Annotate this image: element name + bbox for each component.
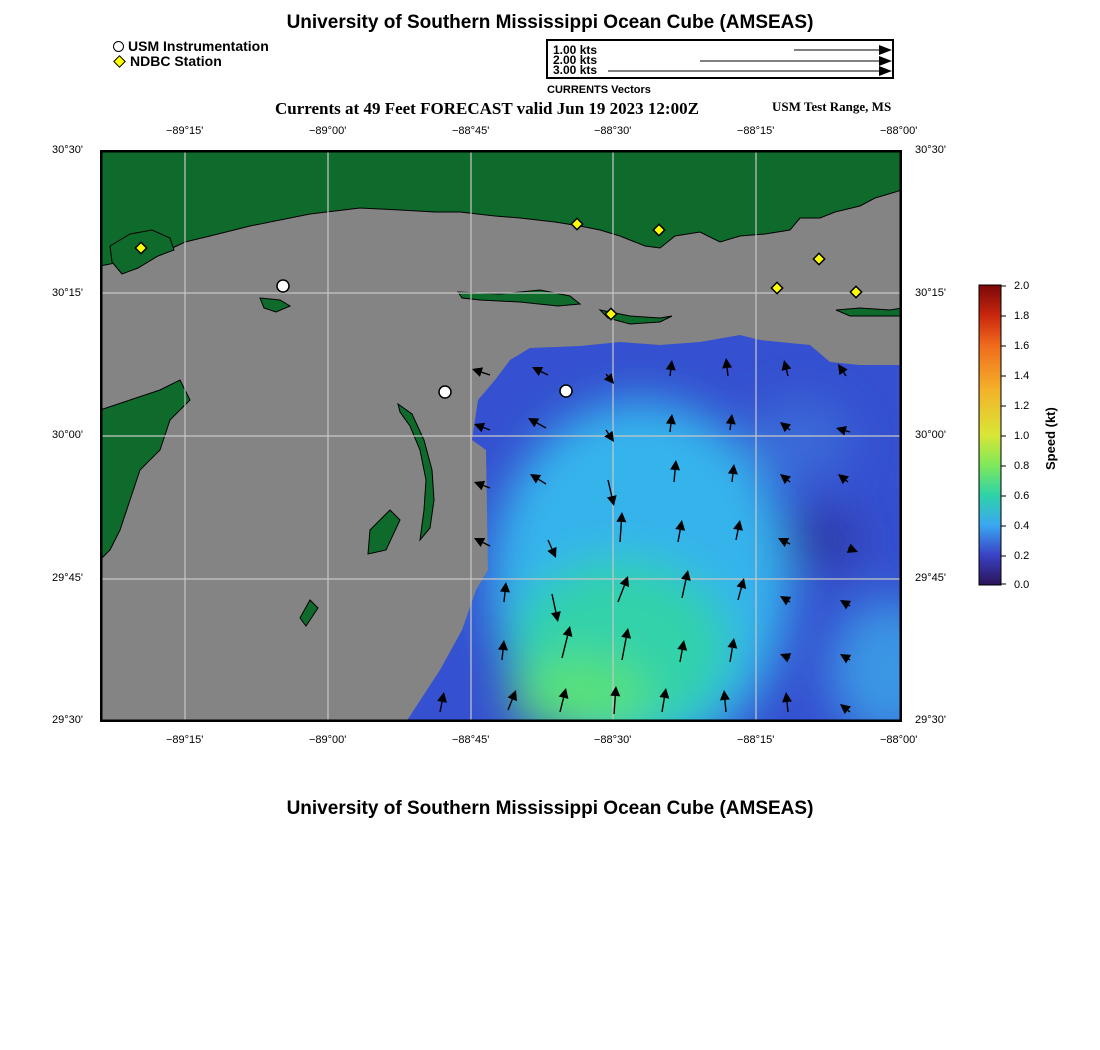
usm-station-marker <box>277 280 289 292</box>
usm-station-marker <box>560 385 572 397</box>
scale-arrowhead-1 <box>879 45 892 55</box>
colorbar-tick-label: 0.8 <box>1014 460 1030 472</box>
colorbar-title: Speed (kt) <box>1043 407 1058 470</box>
lon-tick-bottom: −88°00' <box>880 734 918 746</box>
lat-tick-left: 29°45' <box>52 572 83 584</box>
speed-colorbar <box>978 284 1018 588</box>
current-vector-shaft <box>789 601 790 602</box>
lon-tick-bottom: −88°15' <box>737 734 775 746</box>
colorbar-tick-label: 1.8 <box>1014 310 1030 322</box>
current-vector-shaft <box>849 659 850 660</box>
white-circle-icon <box>113 41 124 52</box>
colorbar-tick-label: 0.0 <box>1014 579 1030 591</box>
colorbar-tick-label: 1.0 <box>1014 430 1030 442</box>
lon-tick-top: −88°30' <box>594 125 632 137</box>
current-vector-shaft <box>670 370 671 376</box>
map-subtitle: Currents at 49 Feet FORECAST valid Jun 19 2023 12:00Z <box>275 99 699 118</box>
scale-arrowhead-2 <box>879 56 892 66</box>
vector-scale-label: 1.00 kts <box>553 43 598 57</box>
lat-tick-right: 30°30' <box>915 144 946 156</box>
legend-label: USM Instrumentation <box>128 38 269 54</box>
colorbar-gradient <box>979 285 1001 585</box>
lon-tick-bottom: −89°00' <box>309 734 347 746</box>
lon-tick-top: −89°00' <box>309 125 347 137</box>
vector-scale-arrows <box>548 41 892 77</box>
current-vector-shaft <box>732 474 733 482</box>
current-vector-shaft <box>787 702 788 712</box>
current-vector-shaft <box>727 368 728 376</box>
yellow-diamond-icon <box>113 55 126 68</box>
range-label: USM Test Range, MS <box>772 99 892 114</box>
legend-label: NDBC Station <box>130 53 222 69</box>
lon-tick-top: −88°00' <box>880 125 918 137</box>
scale-arrowhead-3 <box>879 66 892 76</box>
lon-tick-top: −88°45' <box>452 125 490 137</box>
lat-tick-left: 30°30' <box>52 144 83 156</box>
vector-scale-label: 3.00 kts <box>553 63 598 77</box>
colorbar-tick-label: 0.6 <box>1014 490 1030 502</box>
lon-tick-bottom: −89°15' <box>166 734 204 746</box>
vector-scale-box <box>546 39 894 79</box>
lon-tick-bottom: −88°30' <box>594 734 632 746</box>
footer-title: University of Southern Mississippi Ocean Cube (AMSEAS) <box>286 798 814 819</box>
lat-tick-left: 30°00' <box>52 429 83 441</box>
lat-tick-right: 30°15' <box>915 287 946 299</box>
lon-tick-top: −88°15' <box>737 125 775 137</box>
page-title: University of Southern Mississippi Ocean Cube (AMSEAS) <box>286 12 814 33</box>
currents-map <box>100 150 902 722</box>
current-vector-shaft <box>502 650 503 660</box>
vector-scale-label: 2.00 kts <box>553 53 598 67</box>
lon-tick-top: −89°15' <box>166 125 204 137</box>
colorbar-tick-label: 1.4 <box>1014 370 1030 382</box>
usm-station-marker <box>439 386 451 398</box>
lat-tick-left: 30°15' <box>52 287 83 299</box>
lon-tick-bottom: −88°45' <box>452 734 490 746</box>
legend-ndbc-station <box>113 53 222 69</box>
colorbar-tick-label: 0.2 <box>1014 550 1030 562</box>
lat-tick-right: 29°45' <box>915 572 946 584</box>
colorbar-ticks <box>1001 286 1006 584</box>
current-vector-shaft <box>849 605 850 606</box>
colorbar-tick-label: 1.6 <box>1014 340 1030 352</box>
lat-tick-left: 29°30' <box>52 714 83 726</box>
legend-usm-instrumentation <box>113 38 269 54</box>
vector-caption: CURRENTS Vectors <box>547 84 651 96</box>
lat-tick-right: 29°30' <box>915 714 946 726</box>
current-vector-shaft <box>504 592 505 602</box>
current-vector-shaft <box>670 424 671 432</box>
lat-tick-right: 30°00' <box>915 429 946 441</box>
colorbar-tick-label: 2.0 <box>1014 280 1030 292</box>
colorbar-tick-label: 1.2 <box>1014 400 1030 412</box>
current-vector-shaft <box>730 424 731 430</box>
colorbar-tick-label: 0.4 <box>1014 520 1030 532</box>
